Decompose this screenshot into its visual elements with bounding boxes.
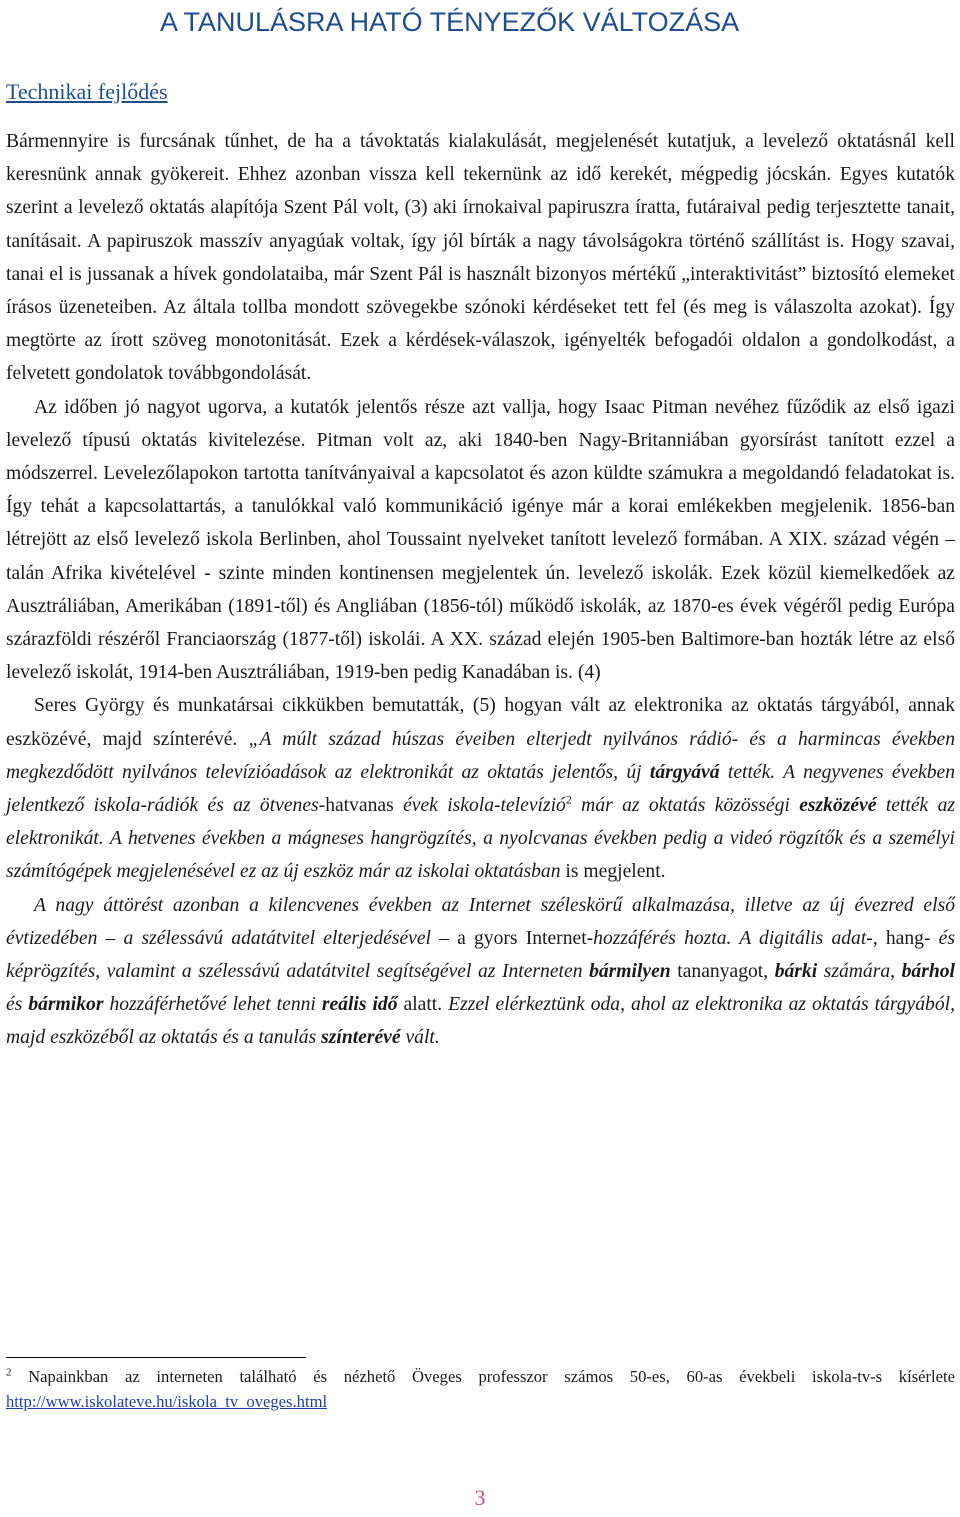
p4-text3: és képrögzítés, valamint a szélessávú adatátvitel segítségével az Interneten <box>6 927 955 983</box>
p4-text5: és <box>6 994 29 1016</box>
p4-upright3: tananyagot, <box>670 961 775 983</box>
p3-quote: „A múlt század húszas éveiben elterjedt nyilvános rádió- és a harmincas években megkezdődött nyilvános televízióadások az elektronikát az oktatás jelentős, új <box>6 728 955 783</box>
footnote-link[interactable]: http://www.iskolateve.hu/iskola_tv_oveges.html <box>6 1392 328 1411</box>
section-heading-link[interactable]: Technikai fejlődés <box>6 79 168 104</box>
footnote-separator <box>6 1357 306 1358</box>
p4-emph-szintereve: színterévé <box>321 1027 401 1049</box>
p4-end: vált. <box>400 1027 440 1049</box>
paragraph-3 <box>6 689 955 888</box>
paragraph-1: Bármennyire is furcsának tűnhet, de ha a távoktatás kialakulását, megjelenését kutatjuk, a levelező oktatásnál kell keresnünk annak gyökereit. Ehhez azonban vissza kell tekernünk az idő kerekét, mégpedig jócskán. Egyes kutatók szerint a levelező oktatás alapítója Szent Pál volt, (3) aki írnokaival papiruszra íratta, futáraival pedig terjesztette tanait, tanításait. A papiruszok masszív anyagúak voltak, így jól bírták a nagy távolságokra történő szállítást is. Hogy szavai, tanai el is jussanak a hívek gondolataiba, már Szent Pál is használt bizonyos mértékű „interaktivitást” biztosító elemeket írásos üzeneteiben. Az általa tollba mondott szövegekbe szónoki kérdéseket tett fel (és meg is válaszolta azokat). Így megtörte az írott szöveg monotonitását. Ezek a kérdések-válaszok, igényelték befogadói oldalon a gondolkodást, a felvetett gondolatok továbbgondolását. <box>6 131 955 385</box>
p4-emph-barmilyen: bármilyen <box>589 961 671 983</box>
p3-quote-cont4: tették az elektronikát. A hetvenes években a mágneses hangrögzítés, a nyolcvanas években pedig a videó rögzítők és a személyi számítógépek megjelenésével ez az új eszköz már az iskolai <box>6 795 955 883</box>
p3-end: is megjelent. <box>560 861 666 883</box>
p4-emph-barki: bárki <box>774 961 818 983</box>
paragraph-4 <box>6 889 955 1055</box>
p3-emph-eszkozeve: eszközévé <box>799 795 877 817</box>
footnote <box>6 1364 955 1414</box>
footnote-text: Napainkban az interneten található és nézhető Öveges professzor számos 50-es, 60-as évekbeli iskola-tv-s kísérlete <box>11 1367 955 1386</box>
page-title: A TANULÁSRA HATÓ TÉNYEZŐK VÁLTOZÁSA <box>160 7 740 37</box>
page-number: 3 <box>474 1485 486 1510</box>
p3-quote-cont: tették. A negyvenes években jelentkező iskola-rádiók és az ötvenes- <box>6 761 956 817</box>
p3-quote-cont3: már az oktatás közösségi <box>571 795 800 817</box>
p4-text6: hozzáférhetővé lehet tenni <box>103 994 322 1016</box>
paragraph-2: Az időben jó nagyot ugorva, a kutatók jelentős része azt vallja, hogy Isaac Pitman nevéhez fűződik az első igazi levelező típusú oktatás kivitelezése. Pitman volt az, aki 1840-ben Nagy-Britanniában gyorsírást tanított ezzel a módszerrel. Levelezőlapokon tartotta tanítványaival a kapcsolatot és azon küldte számukra a megoldandó feladatokat is. Így tehát a kapcsolattartás, a tanulókkal való kommunikáció igénye már a korai emlékekben megjelenik. 1856-ban létrejött az első levelező iskola Berlinben, ahol Toussaint nyelveket tanított levelező formában. A XIX. század végén – talán Afrika kivételével - szinte minden kontinensen megjelentek ún. levelező iskolák. Ezek közül kiemelkedőek az Ausztráliában, Amerikában (1891-től) és Angliában (1856-tól) működő iskolák, az 1870-es évek végéről pedig Európa szárazföldi részéről Franciaország (1877-től) iskolái. A XX. század elején 1905-ben Baltimore-ban hozták létre az első levelező iskolát, 1914-ben Ausztráliában, 1919-ben pedig Kanadában is. (4) <box>6 396 955 684</box>
p3-quote-cont2: évek iskola-televízió <box>393 795 566 817</box>
p3-quote-oktatasban: oktatásban <box>474 861 561 883</box>
p4-text: A nagy áttörést azonban a kilencvenes években az Internet széleskörű alkalmazása, illetve az új évezred első évtizedében – a szélessávú adatátvitel elterjedésével <box>6 894 955 949</box>
footnote-number: 2 <box>6 1366 12 1379</box>
p3-text: Seres György és munkatársai cikkükben bemutatták, (5) hogyan vált az elektronika az oktatás tárgyából, annak eszközévé, majd színterévé. <box>6 695 955 750</box>
p4-upright: – a gyors Internet- <box>439 927 594 949</box>
p4-emph-barmikor: bármikor <box>28 994 104 1016</box>
p3-upright: hatvanas <box>325 795 394 817</box>
p4-emph-barhol: bárhol <box>901 961 955 983</box>
p4-upright2: , hang- <box>872 927 939 949</box>
p3-emph-targyava: tárgyává <box>649 761 720 783</box>
p4-emph-realis-ido: reális idő <box>321 994 398 1016</box>
p4-text7: Ezzel elérkeztünk oda, ahol az elektronika az oktatás tárgyából, majd eszközéből az oktatás és a tanulás <box>6 994 955 1049</box>
article-body <box>6 125 955 1055</box>
p4-text4: számára, <box>817 961 902 983</box>
p4-upright4: alatt. <box>397 994 449 1016</box>
footnote-ref[interactable]: 2 <box>565 792 572 807</box>
p4-text2: hozzáférés hozta. A digitális adat- <box>593 927 873 949</box>
